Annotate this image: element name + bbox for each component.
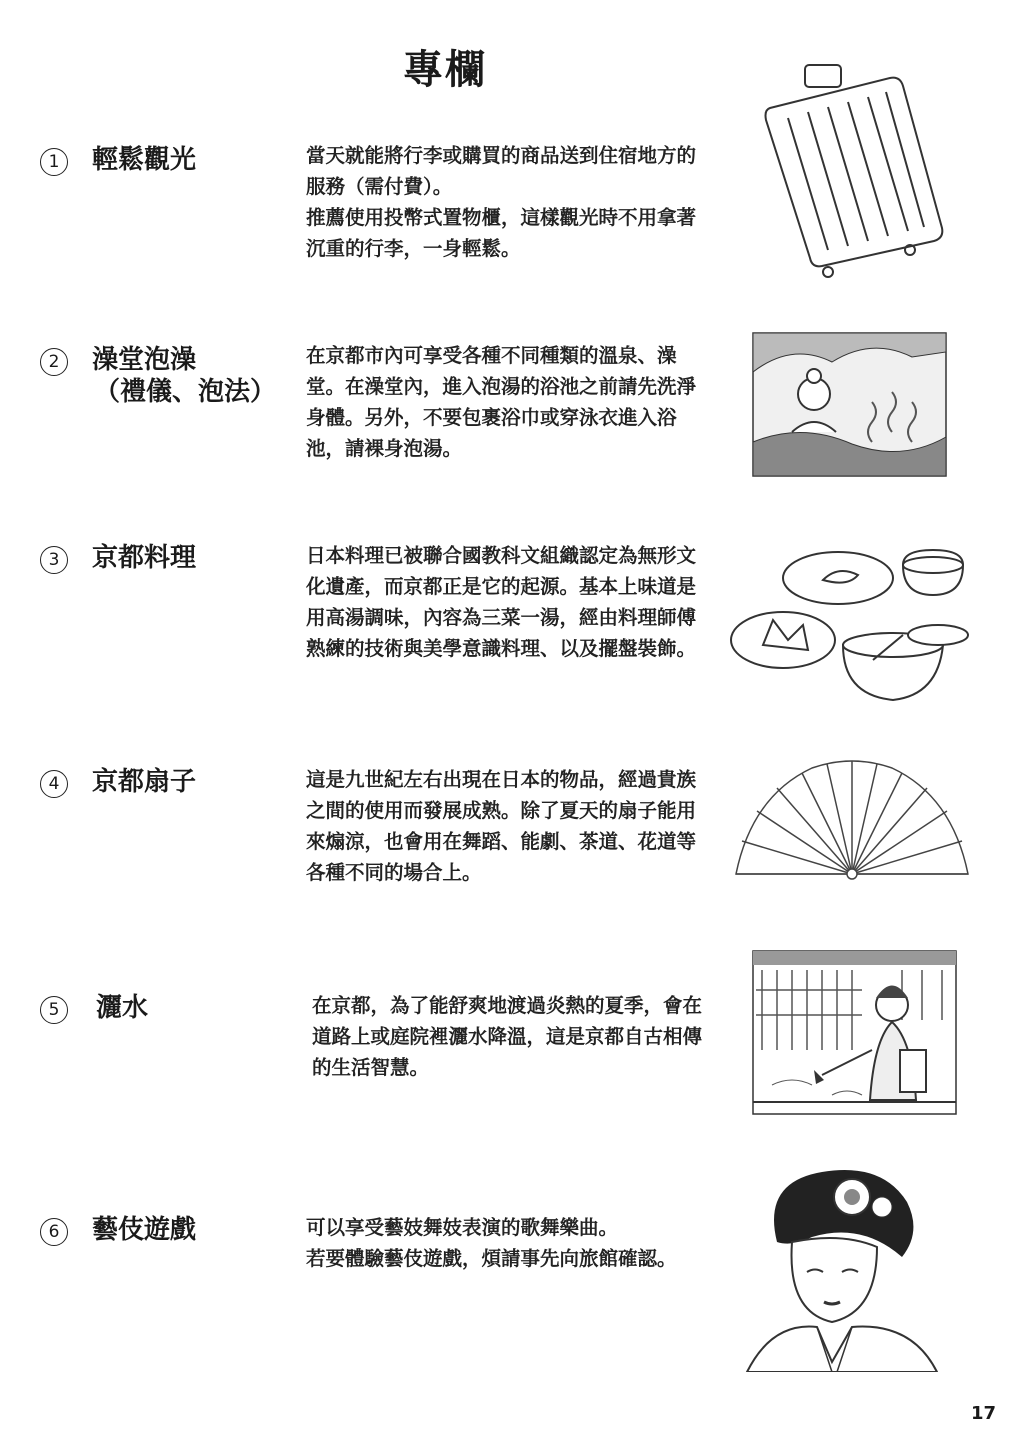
section-text: 日本料理已被聯合國教科文組織認定為無形文化遺產，而京都正是它的起源。基本上味道是用高湯調味，內容為三菜一湯，經由料理師傅熟練的技術與美學意識料理、以及擺盤裝飾。 xyxy=(306,544,697,660)
section-subheading: （禮儀、泡法） xyxy=(94,377,277,407)
section-text: 當天就能將行李或購買的商品送到住宿地方的服務（需付費）。 推薦使用投幣式置物櫃，這樣觀光時不用拿著沉重的行李，一身輕鬆。 xyxy=(306,144,697,260)
section-kyoto-cuisine xyxy=(0,540,1016,710)
section-text: 這是九世紀左右出現在日本的物品，經過貴族之間的使用而發展成熟。除了夏天的扇子能用來煽涼，也會用在舞蹈、能劇、茶道、花道等各種不同的場合上。 xyxy=(306,768,697,884)
section-heading-main: 澡堂泡澡 xyxy=(92,345,197,375)
section-number: 3 xyxy=(40,546,68,574)
water-sprinkling-illustration xyxy=(752,950,957,1115)
section-number: 6 xyxy=(40,1218,68,1246)
suitcase-illustration xyxy=(760,60,950,280)
section-heading: 輕鬆觀光 xyxy=(92,145,197,175)
section-text: 可以享受藝妓舞妓表演的歌舞樂曲。 若要體驗藝伎遊戲，煩請事先向旅館確認。 xyxy=(306,1216,677,1270)
section-heading: 灑水 xyxy=(96,993,149,1023)
section-text: 在京都，為了能舒爽地渡過炎熱的夏季，會在道路上或庭院裡灑水降溫，這是京都自古相傳的生活智慧。 xyxy=(312,994,703,1079)
section-number: 1 xyxy=(40,148,68,176)
maiko-illustration xyxy=(742,1162,942,1372)
kyoto-cuisine-illustration xyxy=(728,540,973,710)
section-water-sprinkling xyxy=(0,990,1016,1120)
section-kyoto-fan xyxy=(0,764,1016,914)
section-number: 5 xyxy=(40,996,68,1024)
page-number: 17 xyxy=(970,1403,996,1424)
bathing-woman-illustration xyxy=(752,332,947,477)
section-geisha-entertainment xyxy=(0,1212,1016,1372)
section-bathhouse xyxy=(0,340,1016,490)
folding-fan-illustration xyxy=(732,756,972,891)
section-heading xyxy=(92,344,276,408)
section-number: 2 xyxy=(40,348,68,376)
section-number: 4 xyxy=(40,770,68,798)
section-text: 在京都市內可享受各種不同種類的溫泉、澡堂。在澡堂內，進入泡湯的浴池之前請先洗淨身體。另外，不要包裹浴巾或穿泳衣進入浴池，請裸身泡湯。 xyxy=(306,344,697,460)
section-heading: 京都料理 xyxy=(92,543,197,573)
section-light-sightseeing xyxy=(0,140,1016,300)
section-heading: 藝伎遊戲 xyxy=(92,1215,197,1245)
section-heading: 京都扇子 xyxy=(92,767,197,797)
page-title: 專欄 xyxy=(403,47,487,93)
